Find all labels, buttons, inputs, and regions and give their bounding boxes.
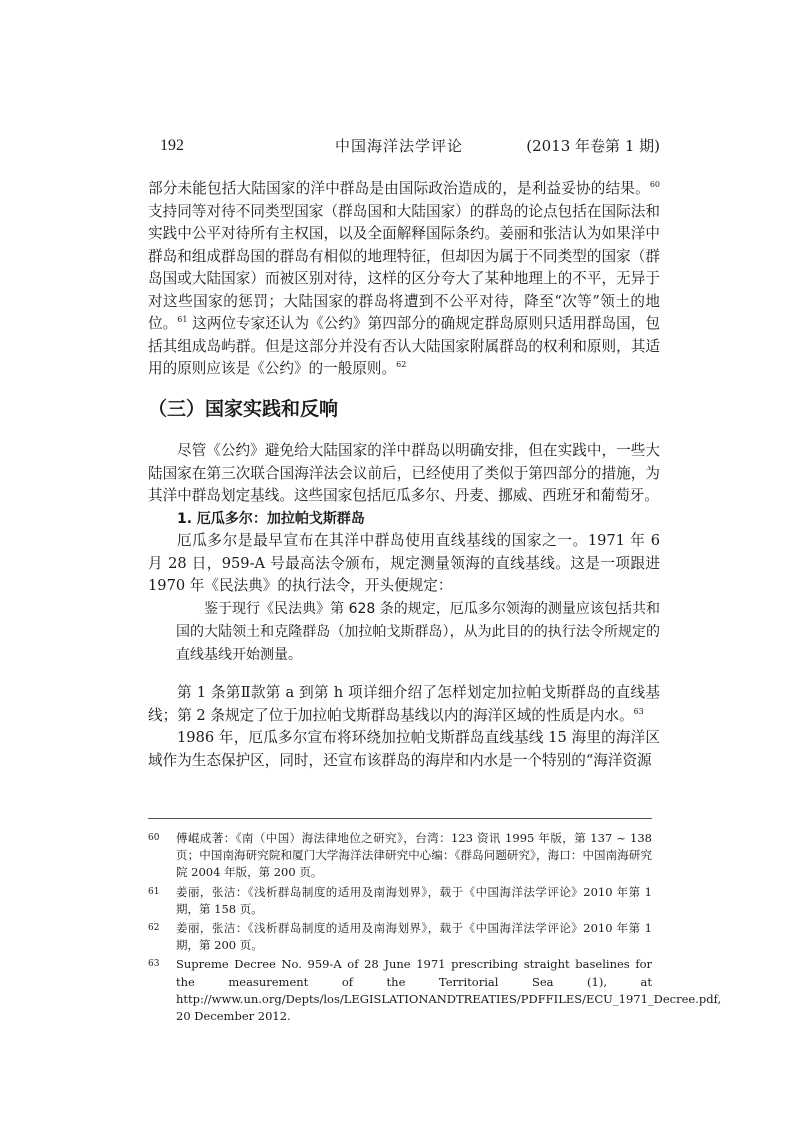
issue-label: (2013 年卷第 1 期) [526, 137, 660, 155]
footnote-text: 姜丽，张洁：《浅析群岛制度的适用及南海划界》，载于《中国海洋法学评论》2010 年第 1 期，第 200 页。 [176, 921, 652, 953]
footnote-number: 62 [148, 923, 160, 934]
subheading: 1. 厄瓜多尔：加拉帕戈斯群岛 [177, 510, 365, 527]
quote-text: 鉴于现行《民法典》第 628 条的规定，厄瓜多尔领海的测量应该包括共和国的大陆领土和克隆群岛（加拉帕戈斯群岛），从为此目的的执行法令所规定的直线基线开始测量。 [176, 601, 660, 663]
after-quote-text [148, 682, 660, 772]
footnote-60 [148, 830, 652, 882]
footnote-number: 63 [148, 959, 160, 970]
main-text [148, 440, 660, 598]
footnote-ref-60[interactable]: 60 [649, 180, 660, 189]
paragraph-text: 这两位专家还认为《公约》第四部分的确规定群岛原则只适用群岛国，包括其组成岛屿群。但是这部分并没有否认大陆国家附属群岛的权利和原则，其适用的原则应该是《公约》的一般原则。 [148, 315, 660, 377]
footnote-61 [148, 884, 652, 918]
footnote-ref-63[interactable]: 63 [633, 706, 644, 716]
paragraph-text: 部分未能包括大陆国家的洋中群岛是由国际政治造成的，是利益妥协的结果。 [148, 180, 650, 197]
footnote-ref-62[interactable]: 62 [396, 360, 407, 369]
paragraph-text: 第 1 条第Ⅱ款第 a 到第 h 项详细介绍了怎样划定加拉帕戈斯群岛的直线基线；第 2 条规定了位于加拉帕戈斯群岛基线以内的海洋区域的性质是内水。 [148, 684, 660, 724]
footnote-63 [148, 956, 722, 1025]
footnotes [148, 830, 722, 1027]
intro-paragraph: 尽管《公约》避免给大陆国家的洋中群岛以明确安排，但在实践中，一些大陆国家在第三次联合国海洋法会议前后，已经使用了类似于第四部分的措施，为其洋中群岛划定基线。这些国家包括厄瓜多尔、丹麦、挪威、西班牙和葡萄牙。 [148, 442, 660, 504]
footnote-62 [148, 920, 652, 954]
footnote-number: 61 [148, 886, 160, 897]
paragraph-text: 支持同等对待不同类型国家（群岛国和大陆国家）的群岛的论点包括在国际法和实践中公平对待所有主权国，以及全面解释国际条约。姜丽和张洁认为如果洋中群岛和组成群岛国的群岛有相似的地理特征，但却因为属于不同类型的国家（群岛国或大陆国家）而被区别对待，这样的区分夸大了某种地理上的不平，无异于对这些国家的惩罚；大陆国家的群岛将遭到不公平对待，降至“次等”领土的地位。 [148, 202, 660, 332]
page-number: 192 [160, 137, 184, 154]
section-title: （三）国家实践和反响 [148, 398, 339, 420]
block-quote [176, 598, 660, 667]
footnote-text: Supreme Decree No. 959-A of 28 June 1971 prescribing straight baselines for the measurement of the Territorial Sea (1), at http://www.un.org/Depts/los/LEGISLATIONANDTREATIES/PDFFILES/ECU_1971_Decree.pdf, 20 December 2012. [176, 957, 722, 1024]
running-header [160, 136, 660, 156]
footnote-ref-61[interactable]: 61 [177, 315, 188, 324]
ecuador-paragraph: 厄瓜多尔是最早宣布在其洋中群岛使用直线基线的国家之一。1971 年 6 月 28 日，959-A 号最高法令颁布，规定测量领海的直线基线。这是一项跟进 1970 年《民法典》的执行法令，开头便规定： [148, 532, 660, 594]
footnote-number: 60 [148, 833, 160, 843]
journal-title: 中国海洋法学评论 [335, 137, 464, 155]
footnote-text: 傅崐成著：《南（中国）海法律地位之研究》，台湾：123 资讯 1995 年版，第 137 ~ 138 页；中国南海研究院和厦门大学海洋法律研究中心编：《群岛问题研究》，海口：中国南海研究院 2004 年版，第 200 页。 [176, 831, 652, 880]
footnote-divider [148, 818, 652, 819]
top-paragraph [148, 178, 660, 381]
footnote-text: 姜丽，张洁：《浅析群岛制度的适用及南海划界》，载于《中国海洋法学评论》2010 年第 1 期，第 158 页。 [176, 884, 652, 916]
paragraph-text: 1986 年，厄瓜多尔宣布将环绕加拉帕戈斯群岛直线基线 15 海里的海洋区域作为生态保护区，同时，还宣布该群岛的海岸和内水是一个特别的“海洋资源 [148, 729, 660, 769]
